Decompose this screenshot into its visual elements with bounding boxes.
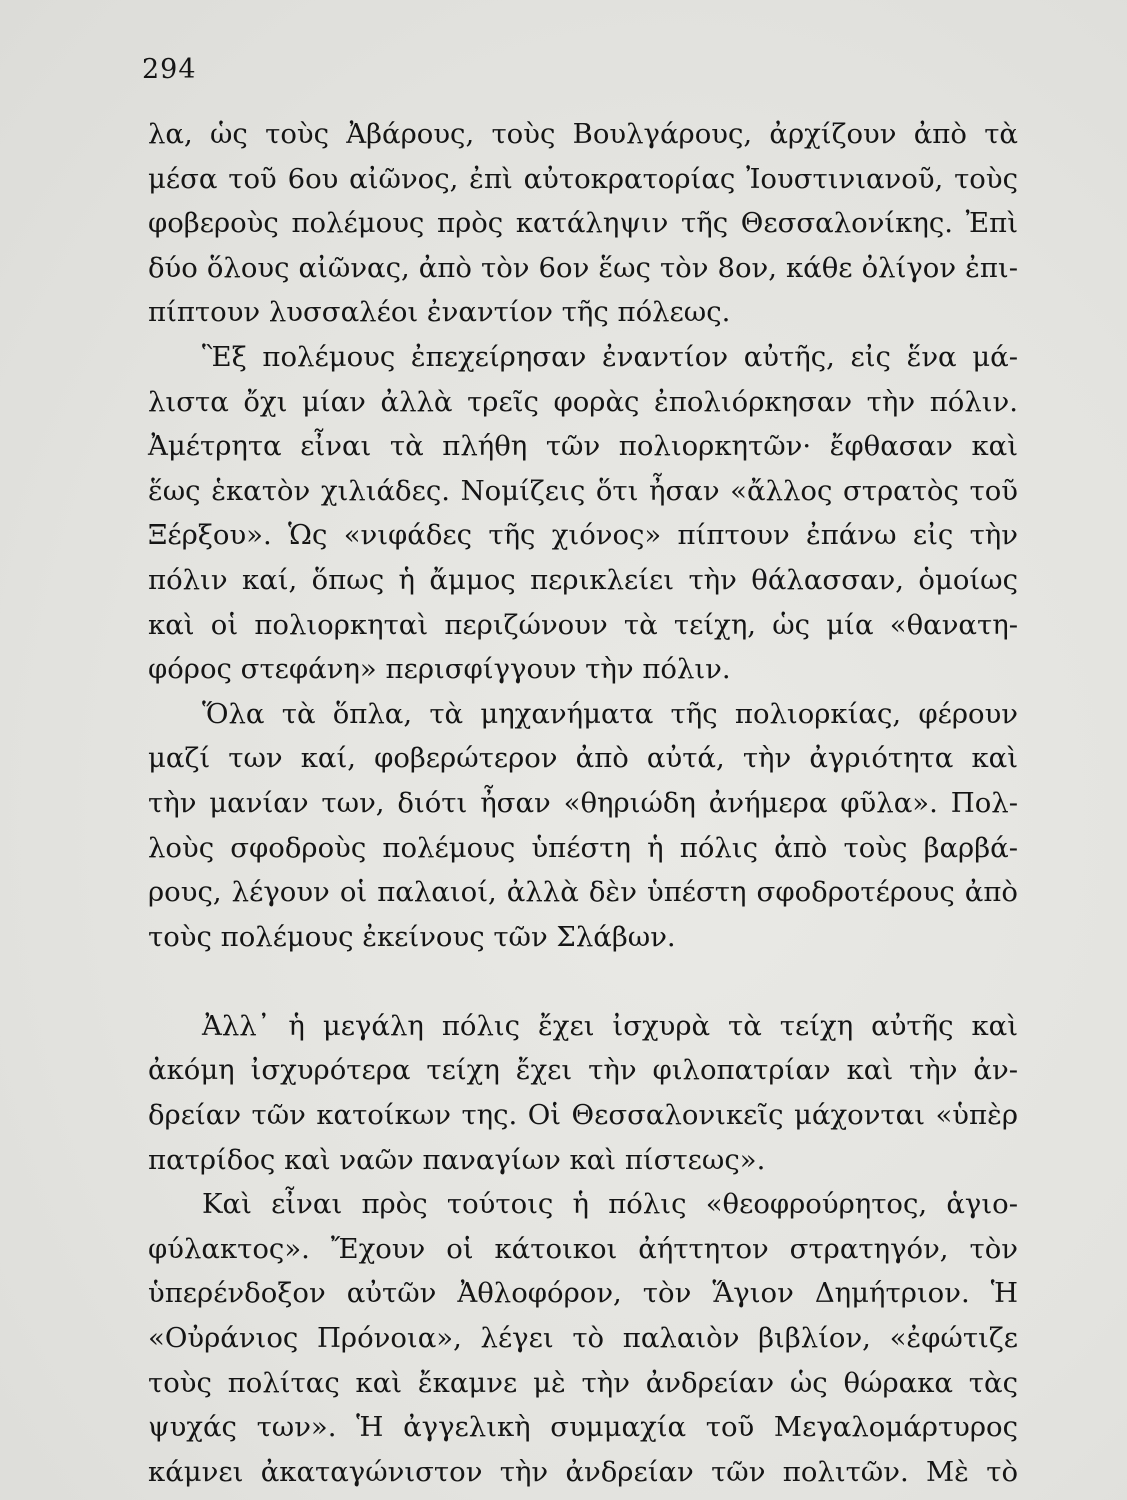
page-number: 294 — [142, 54, 197, 85]
text-line: μαζί των καί, φοβερώτερον ἀπὸ αὐτά, τὴν ἀγριότητα καὶ — [148, 742, 1018, 775]
text-line: φύλακτος». Ἔχουν οἱ κάτοικοι ἀήττητον στρατηγόν, τὸν — [148, 1232, 1018, 1265]
text-line: λα, ὡς τοὺς Ἀβάρους, τοὺς Βουλγάρους, ἀρχίζουν ἀπὸ τὰ — [148, 118, 1018, 150]
text-line: ρους, λέγουν οἱ παλαιοί, ἀλλὰ δὲν ὑπέστη σφοδροτέρους ἀπὸ — [148, 876, 1018, 909]
text-line: δύο ὅλους αἰῶνας, ἀπὸ τὸν 6ον ἕως τὸν 8ον, κάθε ὀλίγον ἐπι- — [148, 251, 1018, 284]
text-line: Ἀμέτρητα εἶναι τὰ πλήθη τῶν πολιορκητῶν· ἔφθασαν καὶ — [148, 430, 1018, 463]
text-line: ὑπερένδοξον αὐτῶν Ἀθλοφόρον, τὸν Ἅγιον Δημήτριον. Ἡ — [148, 1277, 1018, 1310]
text-line: «Οὐράνιος Πρόνοια», λέγει τὸ παλαιὸν βιβλίον, «ἐφώτιζε — [148, 1322, 1018, 1355]
text-line: μέσα τοῦ 6ου αἰῶνος, ἐπὶ αὐτοκρατορίας Ἰουστινιανοῦ, τοὺς — [148, 162, 1018, 195]
text-line: ἕως ἑκατὸν χιλιάδες. Νομίζεις ὅτι ἦσαν «ἄλλος στρατὸς τοῦ — [148, 474, 1018, 507]
text-line: τὴν μανίαν των, διότι ἦσαν «θηριώδη ἀνήμερα φῦλα». Πολ- — [148, 786, 1018, 819]
text-line: κάμνει ἀκαταγώνιστον τὴν ἀνδρείαν τῶν πολιτῶν. Μὲ τὸ — [148, 1455, 1018, 1488]
text-line: πίπτουν λυσσαλέοι ἐναντίον τῆς πόλεως. — [148, 296, 731, 329]
text-line: Καὶ εἶναι πρὸς τούτοις ἡ πόλις «θεοφρούρητος, ἁγιο- — [202, 1188, 1018, 1221]
text-line: ἀκόμη ἰσχυρότερα τείχη ἔχει τὴν φιλοπατρίαν καὶ τὴν ἀν- — [148, 1054, 1018, 1087]
text-line: πόλιν καί, ὅπως ἡ ἄμμος περικλείει τὴν θάλασσαν, ὁμοίως — [148, 563, 1018, 596]
text-line: τοὺς πολίτας καὶ ἔκαμνε μὲ τὴν ἀνδρείαν ὡς θώρακα τὰς — [148, 1366, 1018, 1399]
text-line: πατρίδος καὶ ναῶν παναγίων καὶ πίστεως». — [148, 1143, 766, 1176]
text-line: Ὅλα τὰ ὅπλα, τὰ μηχανήματα τῆς πολιορκίας, φέρουν — [202, 697, 1018, 730]
text-line: καὶ οἱ πολιορκηταὶ περιζώνουν τὰ τείχη, ὡς μία «θανατη- — [148, 608, 1018, 641]
text-line: τοὺς πολέμους ἐκείνους τῶν Σλάβων. — [148, 920, 676, 953]
text-line: φόρος στεφάνη» περισφίγγουν τὴν πόλιν. — [148, 653, 731, 686]
paragraph-gap — [148, 959, 1018, 1004]
text-line: φοβεροὺς πολέμους πρὸς κατάληψιν τῆς Θεσσαλονίκης. Ἐπὶ — [148, 207, 1018, 240]
text-line: Ξέρξου». Ὡς «νιφάδες τῆς χιόνος» πίπτουν ἐπάνω εἰς τὴν — [148, 519, 1018, 552]
text-line: λοὺς σφοδροὺς πολέμους ὑπέστη ἡ πόλις ἀπὸ τοὺς βαρβά- — [148, 831, 1018, 864]
body-text — [148, 112, 1018, 1494]
text-line: ψυχάς των». Ἡ ἀγγελικὴ συμμαχία τοῦ Μεγαλομάρτυρος — [148, 1411, 1018, 1444]
text-line: λιστα ὄχι μίαν ἀλλὰ τρεῖς φορὰς ἐπολιόρκησαν τὴν πόλιν. — [148, 385, 1018, 418]
text-line: Ἓξ πολέμους ἐπεχείρησαν ἐναντίον αὐτῆς, εἰς ἕνα μά- — [202, 340, 1018, 373]
text-line: δρείαν τῶν κατοίκων της. Οἱ Θεσσαλονικεῖς μάχονται «ὑπὲρ — [148, 1099, 1018, 1132]
text-line: Ἀλλ᾿ ἡ μεγάλη πόλις ἔχει ἰσχυρὰ τὰ τείχη αὐτῆς καὶ — [202, 1009, 1018, 1042]
